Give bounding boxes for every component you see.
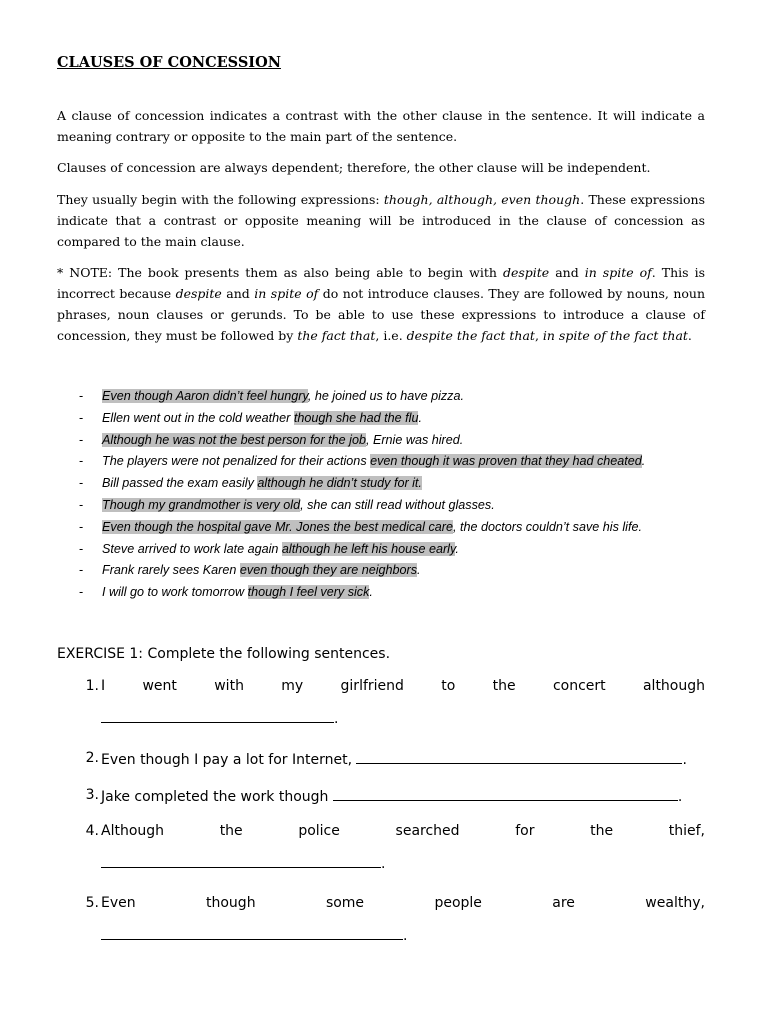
example-text: .	[418, 410, 422, 425]
highlighted-clause: Even though the hospital gave Mr. Jones the best medical care	[102, 519, 453, 534]
sentence-line	[101, 678, 705, 694]
text-run: , i.e.	[375, 328, 407, 343]
example-text: .	[455, 541, 459, 556]
word: to	[441, 678, 456, 694]
item-number: 2.	[85, 750, 99, 766]
word: are	[552, 895, 575, 911]
example-text: , he joined us to have pizza.	[307, 389, 464, 403]
text-run: * NOTE: The book presents them as also being able to begin with	[57, 265, 503, 280]
text-run: . This is incorrect because	[57, 265, 706, 301]
word: my	[281, 678, 304, 694]
item-number: 3.	[85, 787, 99, 803]
sentence-line	[101, 823, 705, 839]
period: .	[403, 928, 408, 944]
italic-expressions: though, although, even though	[383, 192, 581, 207]
list-item	[79, 451, 705, 473]
word: people	[434, 895, 482, 911]
answer-blank[interactable]	[333, 787, 678, 801]
word: with	[214, 678, 244, 694]
italic-term: despite the fact that	[406, 328, 535, 343]
list-item	[79, 386, 705, 408]
list-item	[79, 408, 705, 430]
example-text: , Ernie was hired.	[365, 432, 464, 447]
italic-term: despite	[175, 286, 222, 301]
period: .	[682, 752, 687, 768]
answer-blank[interactable]	[101, 926, 403, 940]
word: though	[206, 895, 256, 911]
text-run: They usually begin with the following expressions:	[57, 192, 384, 207]
item-number: 4.	[85, 823, 99, 839]
answer-blank[interactable]	[101, 709, 334, 723]
text-run: and	[221, 286, 255, 301]
paragraph-note	[57, 262, 705, 346]
word: although	[642, 678, 705, 694]
text-run: . These expressions indicate that a contrast or opposite meaning will be introduced in the clause of concession as compared to the main clause.	[57, 192, 705, 249]
list-item	[79, 539, 705, 561]
word: the	[590, 823, 614, 839]
word: wealthy,	[645, 895, 705, 911]
period: .	[677, 789, 683, 805]
sentence-line	[101, 895, 705, 911]
sentence-text: Jake completed the work though	[101, 789, 333, 805]
paragraph-dependent: Clauses of concession are always dependent; therefore, the other clause will be independent.	[57, 160, 651, 175]
italic-term: despite	[502, 265, 550, 280]
text-run: .	[687, 328, 692, 343]
word: thief,	[668, 823, 705, 839]
period: .	[334, 711, 339, 727]
examples-list	[79, 386, 705, 604]
word: for	[515, 823, 535, 839]
text-run: do not introduce clauses. They are followed by nouns, noun phrases, noun clauses or gerunds. To be able to use these expressions to introduce a clause of concession, they must be followed by	[57, 286, 705, 343]
sentence-text: Even though I pay a lot for Internet,	[101, 752, 357, 768]
italic-term: the fact that	[297, 328, 376, 343]
example-text: The players were not penalized for their actions	[102, 454, 371, 469]
word: I	[101, 678, 106, 694]
word: Although	[101, 823, 165, 839]
word: went	[142, 678, 177, 694]
item-number: 5.	[85, 895, 99, 911]
list-item	[79, 582, 705, 604]
example-text: .	[369, 585, 373, 600]
example-text: , the doctors couldn’t save his life.	[452, 519, 642, 534]
italic-term: in spite of the fact that	[542, 328, 688, 343]
word: concert	[552, 678, 606, 694]
example-text: .	[417, 563, 421, 578]
example-text: Steve arrived to work late again	[102, 541, 282, 556]
list-item	[79, 560, 705, 582]
example-text: Bill passed the exam easily	[102, 476, 258, 491]
list-item	[79, 495, 705, 517]
highlighted-clause: although he left his house early	[281, 541, 456, 556]
highlighted-clause: though she had the flu	[293, 410, 419, 425]
list-item	[79, 517, 705, 539]
highlighted-clause: Although he was not the best person for the job	[102, 432, 366, 447]
italic-term: in spite of	[254, 286, 319, 301]
answer-blank[interactable]	[101, 854, 381, 868]
paragraph-definition: A clause of concession indicates a contrast with the other clause in the sentence. It will indicate a meaning contrary or opposite to the main part of the sentence.	[57, 108, 705, 144]
word: the	[219, 823, 243, 839]
list-item	[79, 430, 705, 452]
text-run: and	[549, 265, 585, 280]
highlighted-clause: though I feel very sick	[247, 585, 370, 600]
highlighted-clause: although he didn’t study for it.	[257, 476, 422, 491]
list-item	[79, 473, 705, 495]
word: the	[492, 678, 516, 694]
highlighted-clause: even though they are neighbors	[239, 563, 418, 578]
paragraph-expressions	[57, 189, 705, 252]
example-text: Ellen went out in the cold weather	[102, 410, 294, 425]
item-number: 1.	[85, 678, 99, 694]
word: police	[298, 823, 340, 839]
highlighted-clause: Though my grandmother is very old	[102, 497, 301, 512]
highlighted-clause: even though it was proven that they had cheated	[370, 454, 642, 469]
word: girlfriend	[340, 678, 404, 694]
example-text: I will go to work tomorrow	[102, 585, 248, 600]
page-title: CLAUSES OF CONCESSION	[57, 54, 281, 71]
word: some	[325, 895, 365, 911]
period: .	[381, 856, 386, 872]
text-run: ,	[534, 328, 543, 343]
example-text: Frank rarely sees Karen	[102, 563, 240, 578]
answer-blank[interactable]	[356, 750, 682, 764]
word: searched	[395, 823, 460, 839]
exercise-heading: EXERCISE 1: Complete the following sentences.	[57, 646, 391, 662]
italic-term: in spite of	[584, 265, 652, 280]
example-text: .	[641, 454, 646, 469]
example-text: , she can still read without glasses.	[300, 497, 495, 512]
highlighted-clause: Even though Aaron didn’t feel hungry	[102, 389, 308, 403]
word: Even	[101, 895, 136, 911]
